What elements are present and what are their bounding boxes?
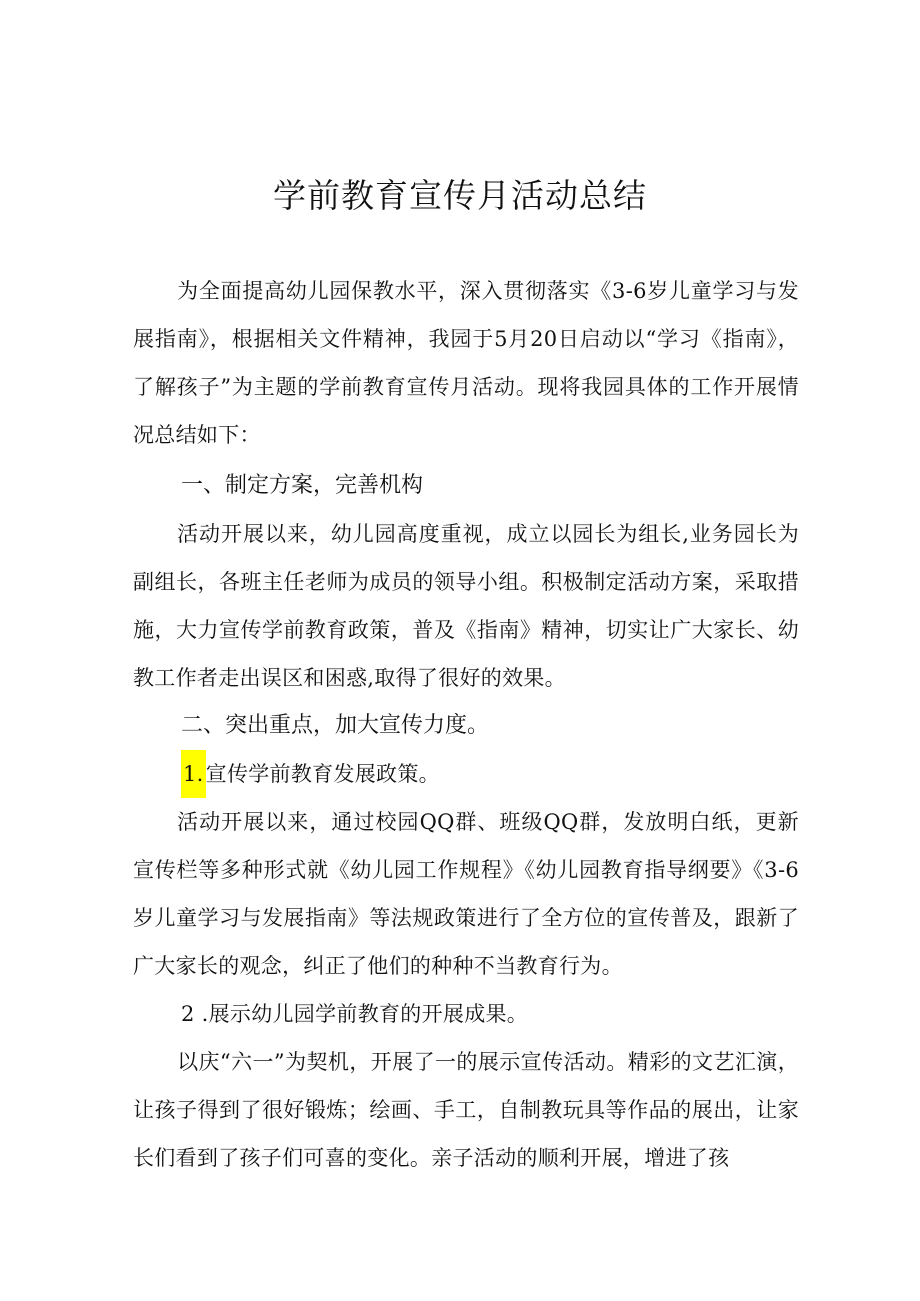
paragraph-intro: 为全面提高幼儿园保教水平，深入贯彻落实《3-6岁儿童学习与发展指南》，根据相关文件精神，我园于5月20日启动以“学习《指南》，了解孩子”为主题的学前教育宣传月活动。现将我园具体的工作开展情况总结如下： [133, 279, 799, 447]
paragraph-policy: 活动开展以来，通过校园QQ群、班级QQ群，发放明白纸，更新宣传栏等多种形式就《幼儿园工作规程》《幼儿园教育指导纲要》《3-6岁儿童学习与发展指南》等法规政策进行了全方位的宣传普及，跟新了广大家长的观念，纠正了他们的种种不当教育行为。 [133, 810, 799, 978]
list-item-1-text: 宣传学前教育发展政策。 [205, 762, 440, 786]
paragraph-section-1: 活动开展以来，幼儿园高度重视，成立以园长为组长,业务园长为副组长，各班主任老师为成员的领导小组。积极制定活动方案，采取措施，大力宣传学前教育政策，普及《指南》精神，切实让广大家长、幼教工作者走出误区和困惑,取得了很好的效果。 [133, 522, 799, 690]
list-item-2: 2 .展示幼儿园学前教育的开展成果。 [181, 1002, 529, 1026]
document-title: 学前教育宣传月活动总结 [273, 176, 647, 215]
section-heading-2: 二、突出重点，加大宣传力度。 [181, 713, 490, 738]
list-item-1 [181, 750, 801, 798]
highlighted-number: 1. [181, 750, 206, 798]
paragraph-achievements: 以庆“六一”为契机，开展了一的展示宣传活动。精彩的文艺汇演，让孩子得到了很好锻炼；绘画、手工，自制教玩具等作品的展出，让家长们看到了孩子们可喜的变化。亲子活动的顺利开展，增进了孩 [133, 1050, 799, 1170]
section-heading-1: 一、制定方案，完善机构 [181, 473, 424, 498]
